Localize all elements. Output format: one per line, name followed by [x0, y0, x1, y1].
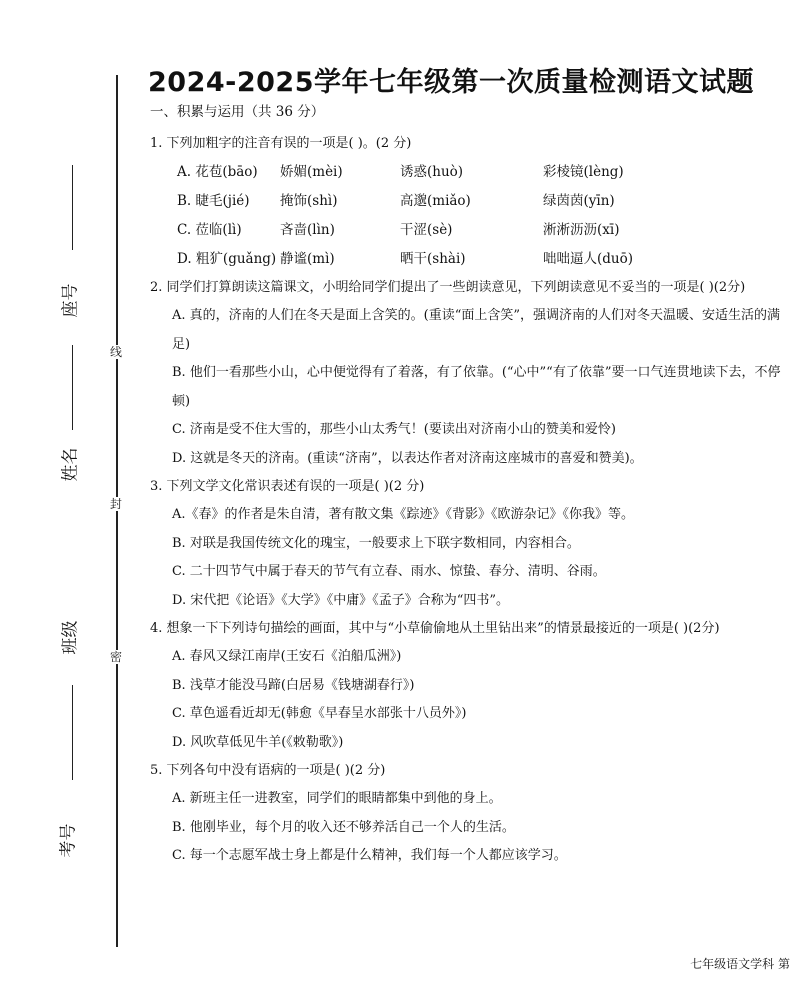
section-heading: 一、积累与运用（共 36 分） — [150, 104, 325, 120]
question-1 — [150, 130, 790, 274]
question-5-option-b: B. 他刚毕业，每个月的收入还不够养活自己一个人的生活。 — [172, 819, 515, 835]
q1-cell: 绿茵茵(yīn) — [543, 193, 615, 209]
q1-cell: 彩棱镜(lèng) — [543, 164, 624, 180]
q1-cell: 娇媚(mèi) — [280, 164, 343, 180]
q1-cell: 吝啬(lìn) — [280, 222, 335, 238]
exam-title: 2024-2025学年七年级第一次质量检测语文试题 — [148, 67, 754, 98]
question-1-options — [150, 158, 790, 274]
binding-mark-seal: 封 — [109, 497, 122, 511]
question-5 — [150, 757, 790, 871]
q1-cell: 咄咄逼人(duō) — [543, 251, 633, 267]
question-4-option-c: C. 草色遥看近却无(韩愈《早春呈水部张十八员外》) — [172, 706, 467, 721]
question-3 — [150, 473, 790, 615]
question-4-option-a: A. 春风又绿江南岸(王安石《泊船瓜洲》) — [172, 649, 402, 664]
q1-cell: 淅淅沥沥(xī) — [543, 222, 620, 238]
q1-cell: 高邈(miǎo) — [400, 193, 471, 209]
seat-label: 座号 — [60, 283, 81, 318]
question-4-option-b: B. 浅草才能没马蹄(白居易《钱塘湖春行》) — [172, 677, 415, 693]
question-1-stem: 1. 下列加粗字的注音有误的一项是( )。(2 分) — [150, 136, 412, 151]
name-line — [72, 345, 73, 430]
exam-content — [150, 100, 790, 871]
q1-cell: 干涩(sè) — [400, 222, 453, 238]
q1-cell: D. 粗犷(guǎng) — [177, 251, 277, 267]
question-5-stem: 5. 下列各句中没有语病的一项是( )(2 分) — [150, 763, 386, 778]
question-4-option-d: D. 风吹草低见牛羊(《敕勒歌》) — [172, 734, 344, 750]
q1-cell: 掩饰(shì) — [280, 193, 338, 209]
question-3-option-c: C. 二十四节气中属于春天的节气有立春、雨水、惊蛰、春分、清明、谷雨。 — [172, 564, 606, 579]
q1-cell: A. 花苞(bāo) — [177, 164, 258, 180]
q1-cell: C. 莅临(lì) — [177, 222, 242, 238]
question-4 — [150, 615, 790, 757]
binding-line — [116, 75, 118, 947]
question-3-stem: 3. 下列文学文化常识表述有误的一项是( )(2 分) — [150, 479, 425, 494]
class-label: 班级 — [60, 620, 81, 655]
page-footer: 七年级语文学科 第 — [690, 957, 790, 971]
question-2-option-d: D. 这就是冬天的济南。(重读“济南”，以表达作者对济南这座城市的喜爱和赞美)。 — [172, 450, 643, 466]
binding-mark-line: 线 — [109, 345, 122, 359]
question-4-stem: 4. 想象一下下列诗句描绘的画面，其中与“小草偷偷地从土里钻出来”的情景最接近的一项是( )(2分) — [150, 621, 720, 636]
question-2-stem: 2. 同学们打算朗读这篇课文，小明给同学们提出了一些朗读意见，下列朗读意见不妥当的一项是( )(2分) — [150, 280, 746, 295]
q1-cell: B. 睫毛(jié) — [177, 193, 250, 209]
question-2 — [150, 274, 790, 473]
binding-margin — [0, 0, 135, 995]
question-2-option-b: B. 他们一看那些小山，心中便觉得有了着落，有了依靠。(“心中”“有了依靠”要一口气连贯地读下去，不停顿) — [172, 365, 781, 409]
class-line — [72, 685, 73, 780]
question-5-option-a: A. 新班主任一进教室，同学们的眼睛都集中到他的身上。 — [172, 791, 502, 806]
question-2-option-c: C. 济南是受不住大雪的，那些小山太秀气！(要读出对济南小山的赞美和爱怜) — [172, 422, 616, 437]
question-3-option-a: A.《春》的作者是朱自清，著有散文集《踪迹》《背影》《欧游杂记》《你我》等。 — [172, 507, 635, 522]
name-label: 姓名 — [60, 447, 81, 482]
binding-mark-dense: 密 — [109, 650, 122, 664]
question-3-option-b: B. 对联是我国传统文化的瑰宝，一般要求上下联字数相同，内容相合。 — [172, 535, 580, 551]
q1-cell: 诱惑(huò) — [400, 164, 464, 180]
exam-no-label: 考号 — [58, 823, 79, 858]
question-3-option-d: D. 宋代把《论语》《大学》《中庸》《孟子》合称为“四书”。 — [172, 592, 510, 608]
seat-line — [72, 165, 73, 250]
question-2-option-a: A. 真的，济南的人们在冬天是面上含笑的。(重读“面上含笑”，强调济南的人们对冬天温暖、安适生活的满足) — [172, 308, 781, 352]
q1-cell: 静谧(mì) — [280, 251, 335, 267]
question-5-option-c: C. 每一个志愿军战士身上都是什么精神，我们每一个人都应该学习。 — [172, 848, 567, 863]
q1-cell: 晒干(shài) — [400, 251, 466, 267]
